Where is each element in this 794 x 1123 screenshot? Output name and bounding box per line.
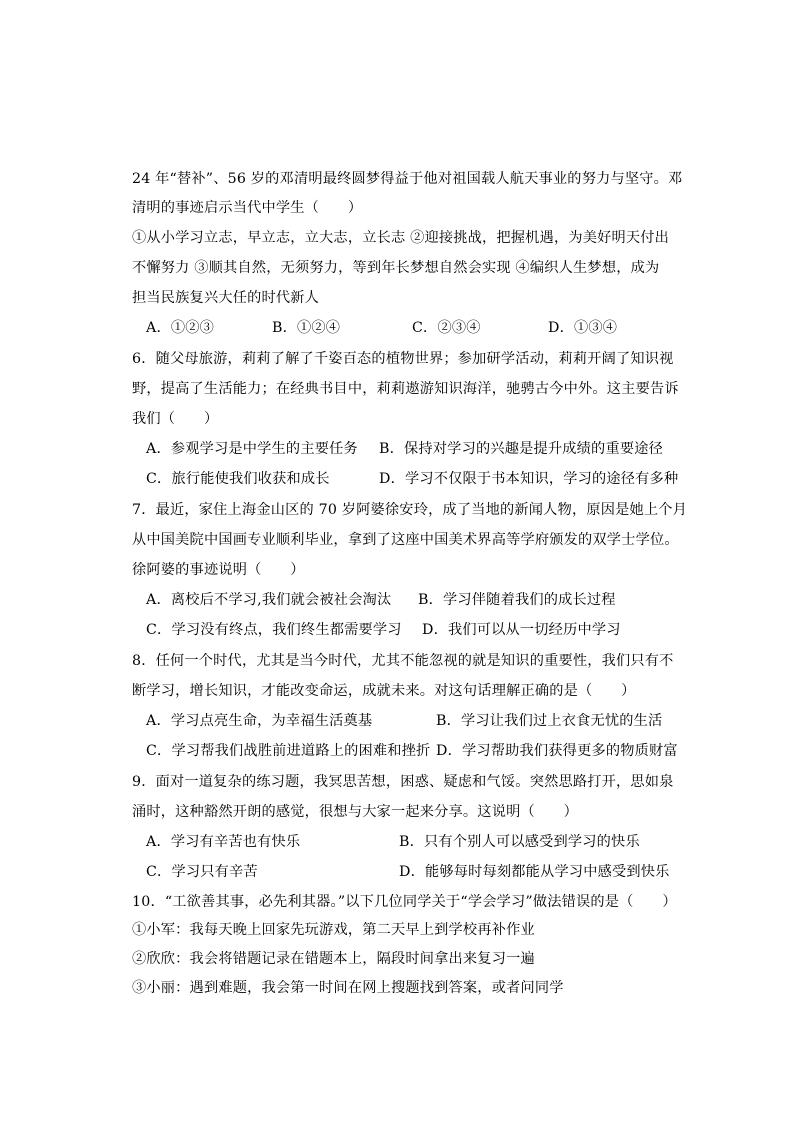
q6-stem-line-2: 野，提高了生活能力；在经典书目中，莉莉遨游知识海洋，驰骋古今中外。这主要告诉 [132,381,679,397]
q8-stem-line-1: 8．任何一个时代，尤其是当今时代，尤其不能忽视的就是知识的重要性，我们只有不 [132,653,674,669]
q8-option-b: B．学习让我们过上衣食无忧的生活 [436,713,663,729]
q5-statement-line-3: 担当民族复兴大任的时代新人 [132,290,320,306]
q5-option-c: C．②③④ [412,320,481,336]
q7-stem-line-1: 7．最近，家住上海金山区的 70 岁阿婆徐安玲，成了当地的新闻人物，原因是她上个月 [132,502,688,518]
q7-option-d: D．我们可以从一切经历中学习 [422,622,621,638]
q6-option-d: D．学习不仅限于书本知识，学习的途径有多种 [379,471,679,487]
q10-item-1: ①小军：我每天晚上回家先玩游戏，第二天早上到学校再补作业 [132,922,535,938]
q5-option-d: D．①③④ [548,320,618,336]
q9-stem-line-2: 涌时，这种豁然开朗的感觉，很想与大家一起来分享。这说明（ ） [132,804,579,820]
q5-stem-line-1: 24 年“替补”、56 岁的邓清明最终圆梦得益于他对祖国载人航天事业的努力与坚守。邓 [132,171,683,187]
q5-option-b: B．①②④ [272,320,341,336]
q9-option-c: C．学习只有辛苦 [146,864,258,880]
q5-statement-line-2: 不懈努力 ③顺其自然，无须努力，等到年长梦想自然会实现 ④编织人生梦想，成为 [132,260,660,276]
q7-option-c: C．学习没有终点，我们终生都需要学习 [146,622,402,638]
q10-item-3: ③小丽：遇到难题，我会第一时间在网上搜题找到答案，或者问同学 [132,980,564,996]
q7-stem-line-2: 从中国美院中国画专业顺利毕业，拿到了这座中国美术界高等学府颁发的双学士学位。 [132,532,679,548]
q8-option-a: A．学习点亮生命，为幸福生活奠基 [146,713,373,729]
q10-item-2: ②欣欣：我会将错题记录在错题本上，隔段时间拿出来复习一遍 [132,951,535,967]
q7-option-b: B．学习伴随着我们的成长过程 [418,592,616,608]
q8-option-c: C．学习帮我们战胜前进道路上的困难和挫折 [146,743,431,759]
q9-option-b: B．只有个别人可以感受到学习的快乐 [399,834,640,850]
q5-statement-line-1: ①从小学习立志，早立志，立大志，立长志 ②迎接挑战，把握机遇，为美好明天付出 [132,230,670,246]
q6-option-a: A．参观学习是中学生的主要任务 [146,441,358,457]
q5-stem-line-2: 清明的事迹启示当代中学生（ ） [132,200,363,216]
q8-stem-line-2: 断学习，增长知识，才能改变命运，成就未来。对这句话理解正确的是（ ） [132,683,636,699]
q9-option-d: D．能够每时每刻都能从学习中感受到快乐 [399,864,670,880]
q8-option-d: D．学习帮助我们获得更多的物质财富 [436,743,678,759]
q7-option-a: A．离校后不学习,我们就会被社会淘汰 [146,592,392,608]
q9-option-a: A．学习有辛苦也有快乐 [146,834,301,850]
q6-option-c: C．旅行能使我们收获和成长 [146,471,330,487]
q5-option-a: A．①②③ [146,320,214,336]
q6-stem-line-3: 我们（ ） [132,411,219,427]
q6-stem-line-1: 6．随父母旅游，莉莉了解了千姿百态的植物世界；参加研学活动，莉莉开阔了知识视 [132,351,674,367]
q10-stem-line-1: 10．“工欲善其事，必先利其器。”以下几位同学关于“学会学习”做法错误的是（ ） [132,894,677,910]
q6-option-b: B．保持对学习的兴趣是提升成绩的重要途径 [379,441,663,457]
q7-stem-line-3: 徐阿婆的事迹说明（ ） [132,562,305,578]
q9-stem-line-1: 9．面对一道复杂的练习题，我冥思苦想，困惑、疑虑和气馁。突然思路打开，思如泉 [132,774,674,790]
